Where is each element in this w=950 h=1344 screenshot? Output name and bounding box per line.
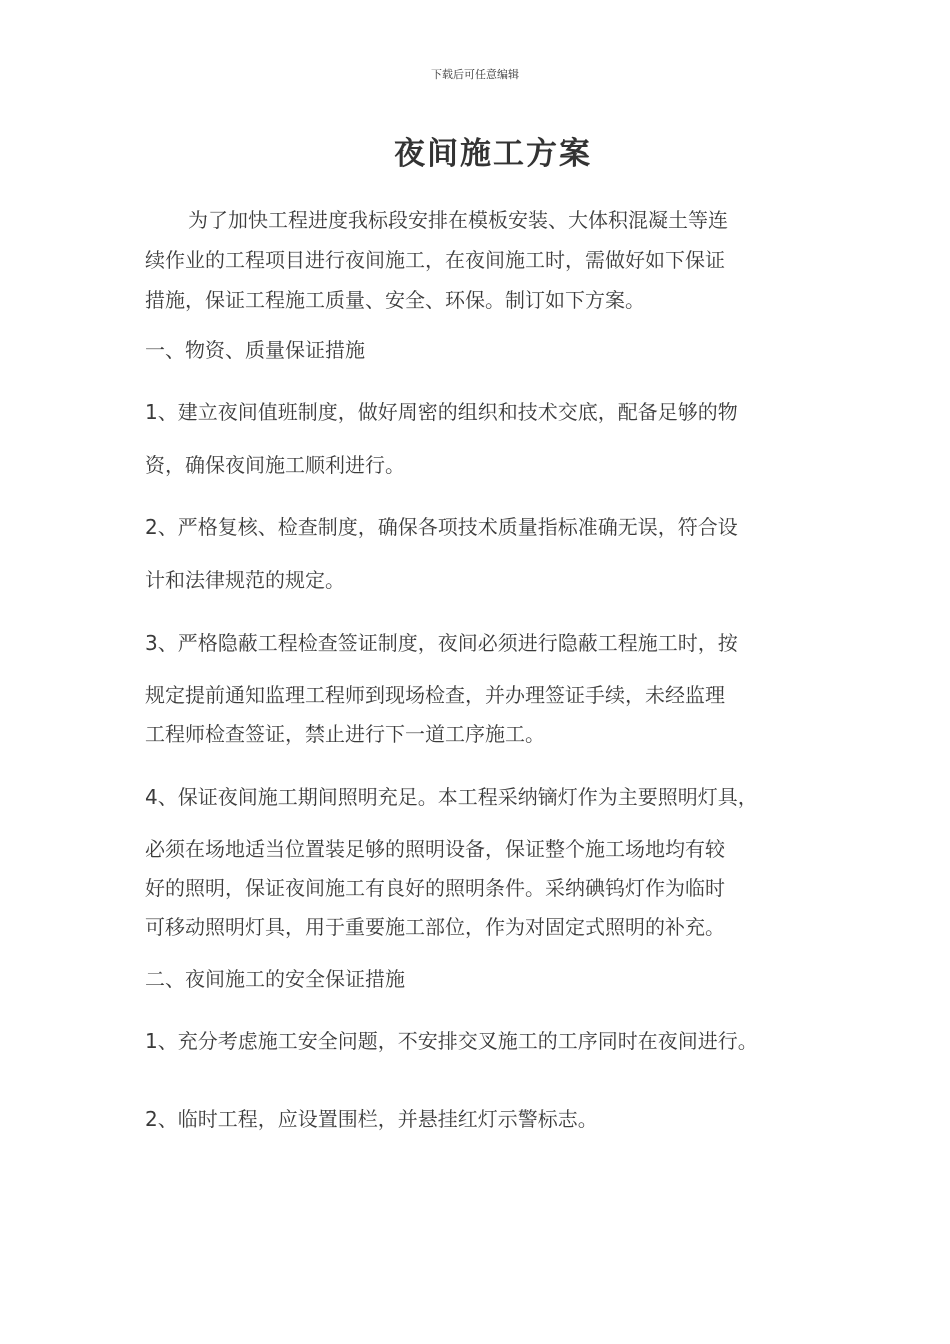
item-1-line-2: 资，确保夜间施工顺利进行。: [145, 453, 405, 477]
intro-line-3: 措施，保证工程施工质量、安全、环保。制订如下方案。: [145, 288, 645, 312]
section-heading-2: 二、夜间施工的安全保证措施: [145, 967, 405, 991]
header-note: 下载后可任意编辑: [431, 68, 519, 81]
item-4-line-1: 4、保证夜间施工期间照明充足。本工程采纳镝灯作为主要照明灯具，: [145, 785, 758, 809]
document-title: 夜间施工方案: [394, 136, 592, 172]
safety-item-1: 1、充分考虑施工安全问题，不安排交叉施工的工序同时在夜间进行。: [145, 1029, 758, 1053]
intro-line-2: 续作业的工程项目进行夜间施工，在夜间施工时，需做好如下保证: [145, 248, 725, 272]
item-3-line-1: 3、严格隐蔽工程检查签证制度，夜间必须进行隐蔽工程施工时，按: [145, 631, 738, 655]
item-4-line-4: 可移动照明灯具，用于重要施工部位，作为对固定式照明的补充。: [145, 915, 725, 939]
item-3-line-2: 规定提前通知监理工程师到现场检查，并办理签证手续，未经监理: [145, 683, 725, 707]
item-2-line-1: 2、严格复核、检查制度，确保各项技术质量指标准确无误，符合设: [145, 515, 738, 539]
safety-item-2: 2、临时工程，应设置围栏，并悬挂红灯示警标志。: [145, 1107, 598, 1131]
section-heading-1: 一、物资、质量保证措施: [145, 338, 365, 362]
item-2-line-2: 计和法律规范的规定。: [145, 568, 345, 592]
item-1-line-1: 1、建立夜间值班制度，做好周密的组织和技术交底，配备足够的物: [145, 400, 738, 424]
intro-line-1: 为了加快工程进度我标段安排在模板安装、大体积混凝土等连: [188, 208, 728, 232]
item-4-line-2: 必须在场地适当位置装足够的照明设备，保证整个施工场地均有较: [145, 837, 725, 861]
item-3-line-3: 工程师检查签证，禁止进行下一道工序施工。: [145, 722, 545, 746]
item-4-line-3: 好的照明，保证夜间施工有良好的照明条件。采纳碘钨灯作为临时: [145, 876, 725, 900]
